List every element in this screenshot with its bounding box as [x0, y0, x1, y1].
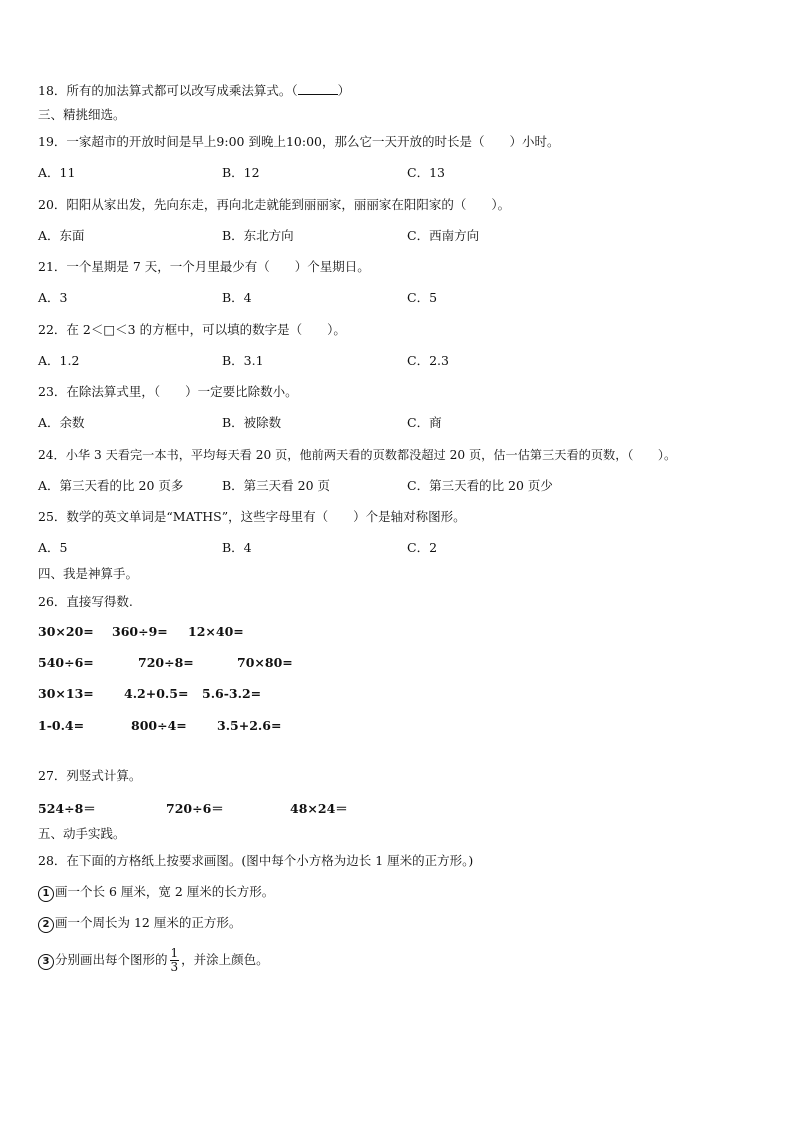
- section-4-heading: 四、我是神算手。: [38, 566, 139, 581]
- task-text: 画一个长 6 厘米，宽 2 厘米的长方形。: [55, 884, 275, 899]
- question-18: [38, 82, 350, 99]
- fraction-numerator: 1: [170, 946, 179, 960]
- question-21-text: 21．一个星期是 7 天，一个月里最少有（ ）个星期日。: [38, 259, 370, 274]
- question-22-text: 22．在 2＜□＜3 的方框中，可以填的数字是（ ）。: [38, 322, 346, 337]
- question-24-option-a[interactable]: A．第三天看的比 20 页多: [38, 478, 184, 493]
- calc-item: 12×40=: [188, 624, 244, 639]
- calc-item: 360÷9=: [112, 624, 168, 639]
- calc-item: 4.2+0.5=: [124, 686, 189, 701]
- calc-item: 1-0.4=: [38, 718, 85, 733]
- question-22-option-c[interactable]: C．2.3: [407, 353, 449, 368]
- task-text: ，并涂上颜色。: [181, 952, 269, 967]
- question-18-text: 18．所有的加法算式都可以改写成乘法算式。（: [38, 83, 298, 98]
- section-3-heading: 三、精挑细选。: [38, 107, 126, 122]
- question-19-option-b[interactable]: B．12: [222, 165, 260, 180]
- question-23-text: 23．在除法算式里，（ ）一定要比除数小。: [38, 384, 298, 399]
- section-5-heading: 五、动手实践。: [38, 826, 126, 841]
- question-25-option-b[interactable]: B．4: [222, 540, 252, 555]
- calc-item: 70×80=: [237, 655, 293, 670]
- question-24-option-b[interactable]: B．第三天看 20 页: [222, 478, 331, 493]
- task-text: 分别画出每个图形的: [55, 952, 168, 967]
- calc-item: 3.5+2.6=: [217, 718, 282, 733]
- vertical-calc-item: 720÷6＝: [166, 801, 224, 816]
- question-25-text: 25．数学的英文单词是“MATHS”，这些字母里有（ ）个是轴对称图形。: [38, 509, 466, 524]
- question-20-option-c[interactable]: C．西南方向: [407, 228, 480, 243]
- question-23-option-b[interactable]: B．被除数: [222, 415, 282, 430]
- calc-item: 5.6-3.2=: [202, 686, 262, 701]
- question-25-option-a[interactable]: A．5: [38, 540, 68, 555]
- question-19-option-c[interactable]: C．13: [407, 165, 445, 180]
- circled-number: 3: [38, 954, 54, 970]
- question-23-option-a[interactable]: A．余数: [38, 415, 85, 430]
- question-19-option-a[interactable]: A．11: [38, 165, 76, 180]
- calc-item: 800÷4=: [131, 718, 187, 733]
- fraction: [170, 947, 180, 974]
- question-20-text: 20．阳阳从家出发，先向东走，再向北走就能到丽丽家，丽丽家在阳阳家的（ ）。: [38, 197, 511, 212]
- calc-item: 540÷6=: [38, 655, 94, 670]
- circled-number: 1: [38, 886, 54, 902]
- circled-number: 2: [38, 917, 54, 933]
- question-28-title: 28．在下面的方格纸上按要求画图。(图中每个小方格为边长 1 厘米的正方形。): [38, 853, 474, 868]
- question-24-text: 24．小华 3 天看完一本书，平均每天看 20 页，他前两天看的页数都没超过 20 页，估一估第三天看的页数，（ ）。: [38, 448, 677, 462]
- vertical-calc-item: 524÷8＝: [38, 801, 96, 816]
- question-22-option-b[interactable]: B．3.1: [222, 353, 264, 368]
- question-27-title: 27．列竖式计算。: [38, 768, 142, 783]
- question-20-option-a[interactable]: A．东面: [38, 228, 85, 243]
- question-19-text: 19．一家超市的开放时间是早上9:00 到晚上10:00，那么它一天开放的时长是（ ）小时。: [38, 134, 560, 149]
- answer-blank[interactable]: [298, 82, 338, 95]
- question-23-option-c[interactable]: C．商: [407, 415, 442, 430]
- task-item-1: [38, 884, 274, 902]
- question-18-close: ）: [337, 83, 351, 98]
- vertical-calc-item: 48×24＝: [290, 801, 348, 816]
- calc-item: 720÷8=: [138, 655, 194, 670]
- question-21-option-c[interactable]: C．5: [407, 290, 438, 305]
- task-item-3: [38, 944, 269, 976]
- question-20-option-b[interactable]: B．东北方向: [222, 228, 294, 243]
- question-21-option-a[interactable]: A．3: [38, 290, 68, 305]
- task-item-2: [38, 915, 241, 933]
- question-24-option-c[interactable]: C．第三天看的比 20 页少: [407, 478, 553, 493]
- fraction-denominator: 3: [170, 960, 179, 974]
- question-26-title: 26．直接写得数.: [38, 594, 133, 609]
- question-21-option-b[interactable]: B．4: [222, 290, 252, 305]
- calc-item: 30×20=: [38, 624, 94, 639]
- question-22-option-a[interactable]: A．1.2: [38, 353, 80, 368]
- question-25-option-c[interactable]: C．2: [407, 540, 438, 555]
- calc-item: 30×13=: [38, 686, 94, 701]
- task-text: 画一个周长为 12 厘米的正方形。: [55, 915, 242, 930]
